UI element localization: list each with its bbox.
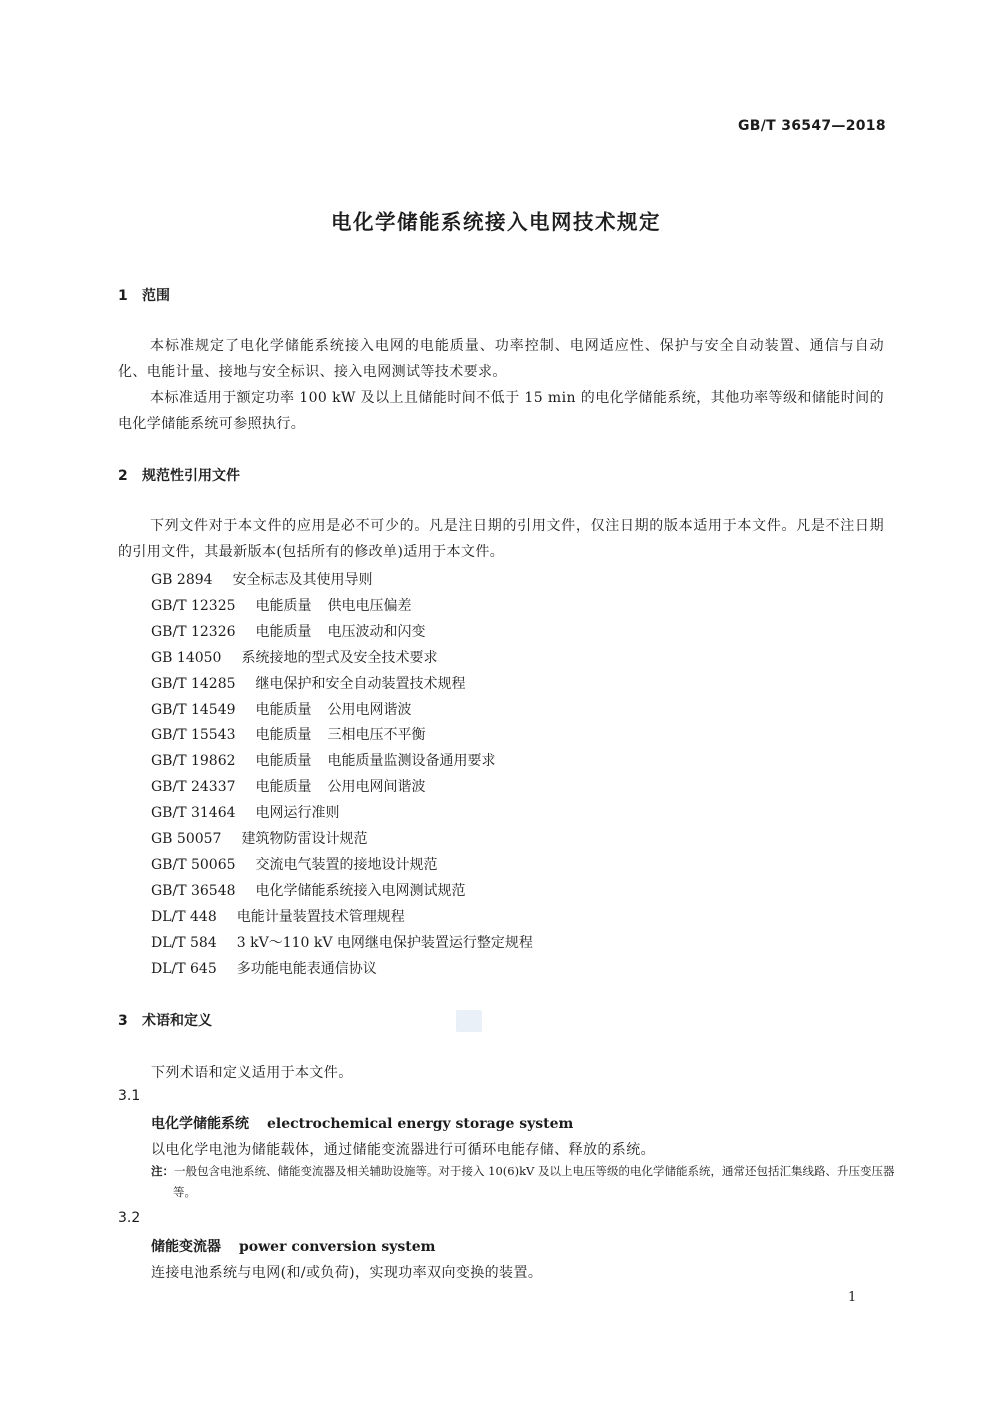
reference-code: DL/T 584 bbox=[151, 934, 217, 951]
section-number: 3 bbox=[118, 1013, 128, 1029]
term-definition: 以电化学电池为储能载体，通过储能变流器进行可循环电能存储、释放的系统。 bbox=[151, 1142, 655, 1158]
term-note bbox=[151, 1161, 907, 1203]
reference-code: GB 14050 bbox=[151, 649, 222, 666]
section-1-heading bbox=[118, 285, 170, 305]
reference-title: 建筑物防雷设计规范 bbox=[241, 831, 368, 847]
reference-code: GB/T 50065 bbox=[151, 856, 236, 873]
reference-code: GB 2894 bbox=[151, 572, 213, 588]
reference-item bbox=[151, 647, 437, 667]
reference-title: 电能质量 bbox=[255, 779, 312, 796]
reference-code: GB/T 14549 bbox=[151, 701, 236, 718]
reference-code: GB/T 14285 bbox=[151, 675, 236, 692]
reference-title: 电网运行准则 bbox=[255, 805, 340, 822]
section-3-intro: 下列术语和定义适用于本文件。 bbox=[151, 1065, 353, 1081]
reference-code: GB/T 31464 bbox=[151, 805, 236, 822]
reference-item bbox=[151, 673, 466, 693]
reference-item bbox=[151, 828, 367, 848]
section-3-heading bbox=[118, 1010, 212, 1030]
section-number: 2 bbox=[118, 468, 128, 484]
watermark-logo bbox=[456, 1010, 482, 1032]
reference-item bbox=[151, 750, 496, 770]
reference-subtitle: 电能质量监测设备通用要求 bbox=[327, 753, 496, 770]
reference-code: GB/T 12326 bbox=[151, 623, 236, 640]
term-heading bbox=[151, 1113, 573, 1133]
term-zh: 储能变流器 bbox=[151, 1239, 221, 1255]
reference-code: DL/T 645 bbox=[151, 960, 217, 977]
section-title: 术语和定义 bbox=[142, 1013, 212, 1029]
reference-title: 电能质量 bbox=[255, 623, 312, 640]
reference-subtitle: 供电电压偏差 bbox=[327, 597, 412, 614]
section-title: 规范性引用文件 bbox=[142, 468, 240, 484]
reference-title: 电能计量装置技术管理规程 bbox=[236, 908, 405, 925]
standard-number: GB/T 36547—2018 bbox=[738, 118, 886, 134]
reference-title: 系统接地的型式及安全技术要求 bbox=[241, 649, 438, 666]
clause-number: 3.1 bbox=[118, 1088, 141, 1104]
reference-code: GB 50057 bbox=[151, 831, 222, 847]
reference-item bbox=[151, 932, 533, 952]
reference-title: 电能质量 bbox=[255, 753, 312, 770]
reference-title: 电能质量 bbox=[255, 597, 312, 614]
term-definition: 连接电池系统与电网(和/或负荷)，实现功率双向变换的装置。 bbox=[151, 1265, 543, 1281]
reference-item bbox=[151, 854, 438, 874]
section-title: 范围 bbox=[142, 288, 170, 304]
section-1-paragraph-1: 本标准规定了电化学储能系统接入电网的电能质量、功率控制、电网适应性、保护与安全自动装置、通信与自动化、电能计量、接地与安全标识、接入电网测试等技术要求。 bbox=[118, 338, 884, 380]
reference-title: 电能质量 bbox=[255, 701, 312, 718]
reference-title: 继电保护和安全自动装置技术规程 bbox=[255, 675, 466, 692]
reference-item bbox=[151, 724, 426, 744]
reference-item bbox=[151, 569, 373, 589]
reference-item bbox=[151, 621, 426, 641]
section-number: 1 bbox=[118, 288, 128, 304]
reference-title: 3 kV～110 kV 电网继电保护装置运行整定规程 bbox=[236, 934, 533, 951]
section-2-heading bbox=[118, 465, 240, 485]
reference-code: GB/T 24337 bbox=[151, 779, 236, 796]
term-zh: 电化学储能系统 bbox=[151, 1116, 249, 1132]
term-en: electrochemical energy storage system bbox=[267, 1116, 574, 1132]
reference-title: 交流电气装置的接地设计规范 bbox=[255, 856, 438, 873]
reference-subtitle: 三相电压不平衡 bbox=[327, 727, 426, 744]
reference-title: 电化学储能系统接入电网测试规范 bbox=[255, 882, 466, 899]
reference-code: GB/T 15543 bbox=[151, 727, 236, 744]
reference-item bbox=[151, 906, 405, 926]
term-heading bbox=[151, 1236, 435, 1256]
reference-item bbox=[151, 776, 426, 796]
reference-title: 多功能电能表通信协议 bbox=[236, 960, 377, 977]
reference-title: 电能质量 bbox=[255, 727, 312, 744]
term-en: power conversion system bbox=[239, 1239, 436, 1255]
reference-item bbox=[151, 958, 377, 978]
reference-subtitle: 电压波动和闪变 bbox=[327, 623, 426, 640]
reference-code: GB/T 19862 bbox=[151, 753, 236, 770]
reference-code: DL/T 448 bbox=[151, 908, 217, 925]
reference-item bbox=[151, 802, 340, 822]
section-2-intro: 下列文件对于本文件的应用是必不可少的。凡是注日期的引用文件，仅注日期的版本适用于本文件。凡是不注日期的引用文件，其最新版本(包括所有的修改单)适用于本文件。 bbox=[118, 518, 884, 560]
reference-item bbox=[151, 595, 412, 615]
page-number: 1 bbox=[848, 1290, 857, 1305]
section-1-paragraph-2: 本标准适用于额定功率 100 kW 及以上且储能时间不低于 15 min 的电化学储能系统，其他功率等级和储能时间的电化学储能系统可参照执行。 bbox=[118, 390, 884, 432]
reference-title: 安全标志及其使用导则 bbox=[232, 572, 373, 588]
note-text: 一般包含电池系统、储能变流器及相关辅助设施等。对于接入 10(6)kV 及以上电压等级的电化学储能系统，通常还包括汇集线路、升压变压器等。 bbox=[173, 1164, 895, 1199]
note-label: 注： bbox=[151, 1164, 174, 1178]
reference-subtitle: 公用电网谐波 bbox=[327, 701, 412, 718]
reference-code: GB/T 12325 bbox=[151, 597, 236, 614]
reference-item bbox=[151, 880, 466, 900]
reference-subtitle: 公用电网间谐波 bbox=[327, 779, 426, 796]
reference-code: GB/T 36548 bbox=[151, 882, 236, 899]
reference-item bbox=[151, 699, 412, 719]
clause-number: 3.2 bbox=[118, 1210, 141, 1226]
page-title: 电化学储能系统接入电网技术规定 bbox=[331, 210, 661, 234]
